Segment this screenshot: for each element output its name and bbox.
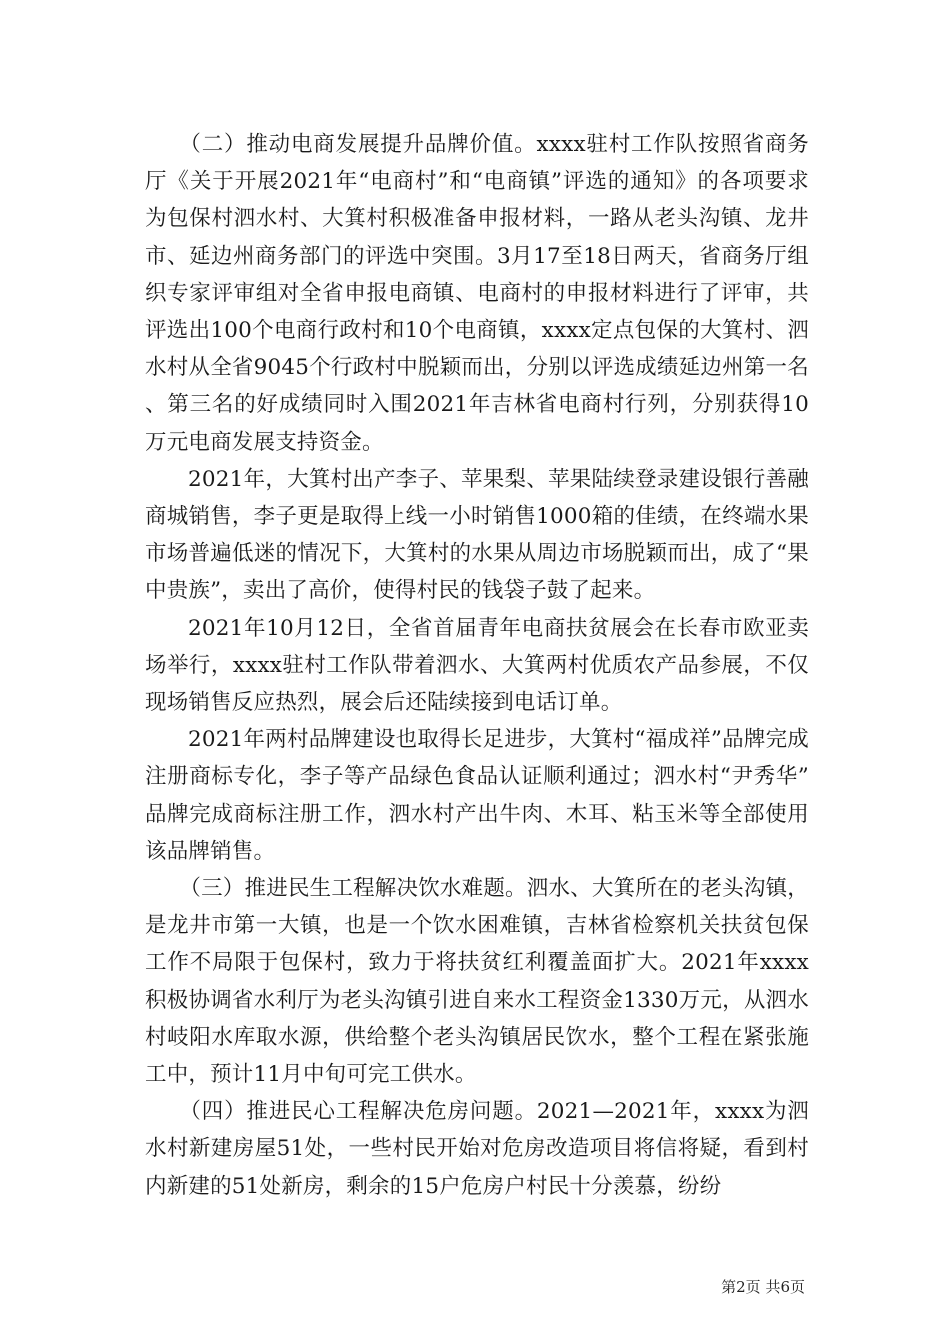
paragraph-youth-expo: 2021年10月12日，全省首届青年电商扶贫展会在长春市欧亚卖场举行，xxxx驻村工作队带着泗水、大箕两村优质农产品参展，不仅现场销售反应热烈，展会后还陆续接到电话订单。 <box>145 615 809 716</box>
paragraph-dilapidated-housing: （四）推进民心工程解决危房问题。2021—2021年，xxxx为泗水村新建房屋51处，一些村民开始对危房改造项目将信将疑，看到村内新建的51处新房，剩余的15户危房户村民十分羡慕，纷纷 <box>145 1099 809 1199</box>
page-number-footer: 第2页 共6页 <box>721 1278 805 1296</box>
paragraph-drinking-water: （三）推进民生工程解决饮水难题。泗水、大箕所在的老头沟镇，是龙井市第一大镇，也是一个饮水困难镇，吉林省检察机关扶贫包保工作不局限于包保村，致力于将扶贫红利覆盖面扩大。2021年xxxx积极协调省水利厅为老头沟镇引进自来水工程资金1330万元，从泗水村岐阳水库取水源，供给整个老头沟镇居民饮水，整个工程在紧张施工中，预计11月中旬可完工供水。 <box>145 876 809 1088</box>
paragraph-brand-building: 2021年两村品牌建设也取得长足进步，大箕村“福成祥”品牌完成注册商标专化，李子等产品绿色食品认证顺利通过；泗水村“尹秀华”品牌完成商标注册工作，泗水村产出牛肉、木耳、粘玉米等全部使用该品牌销售。 <box>145 727 809 864</box>
document-body <box>145 126 809 1205</box>
paragraph-daji-fruit-sales: 2021年，大箕村出产李子、苹果梨、苹果陆续登录建设银行善融商城销售，李子更是取得上线一小时销售1000箱的佳绩，在终端水果市场普遍低迷的情况下，大箕村的水果从周边市场脱颖而出，成了“果中贵族”，卖出了高价，使得村民的钱袋子鼓了起来。 <box>145 466 809 604</box>
paragraph-ecommerce-brand: （二）推动电商发展提升品牌价值。xxxx驻村工作队按照省商务厅《关于开展2021年“电商村”和“电商镇”评选的通知》的各项要求为包保村泗水村、大箕村积极准备申报材料，一路从老头沟镇、龙井市、延边州商务部门的评选中突围。3月17至18日两天，省商务厅组织专家评审组对全省申报电商镇、电商村的申报材料进行了评审，共评选出100个电商行政村和10个电商镇，xxxx定点包保的大箕村、泗水村从全省9045个行政村中脱颖而出，分别以评选成绩延边州第一名、第三名的好成绩同时入围2021年吉林省电商村行列，分别获得10万元电商发展支持资金。 <box>145 132 809 455</box>
